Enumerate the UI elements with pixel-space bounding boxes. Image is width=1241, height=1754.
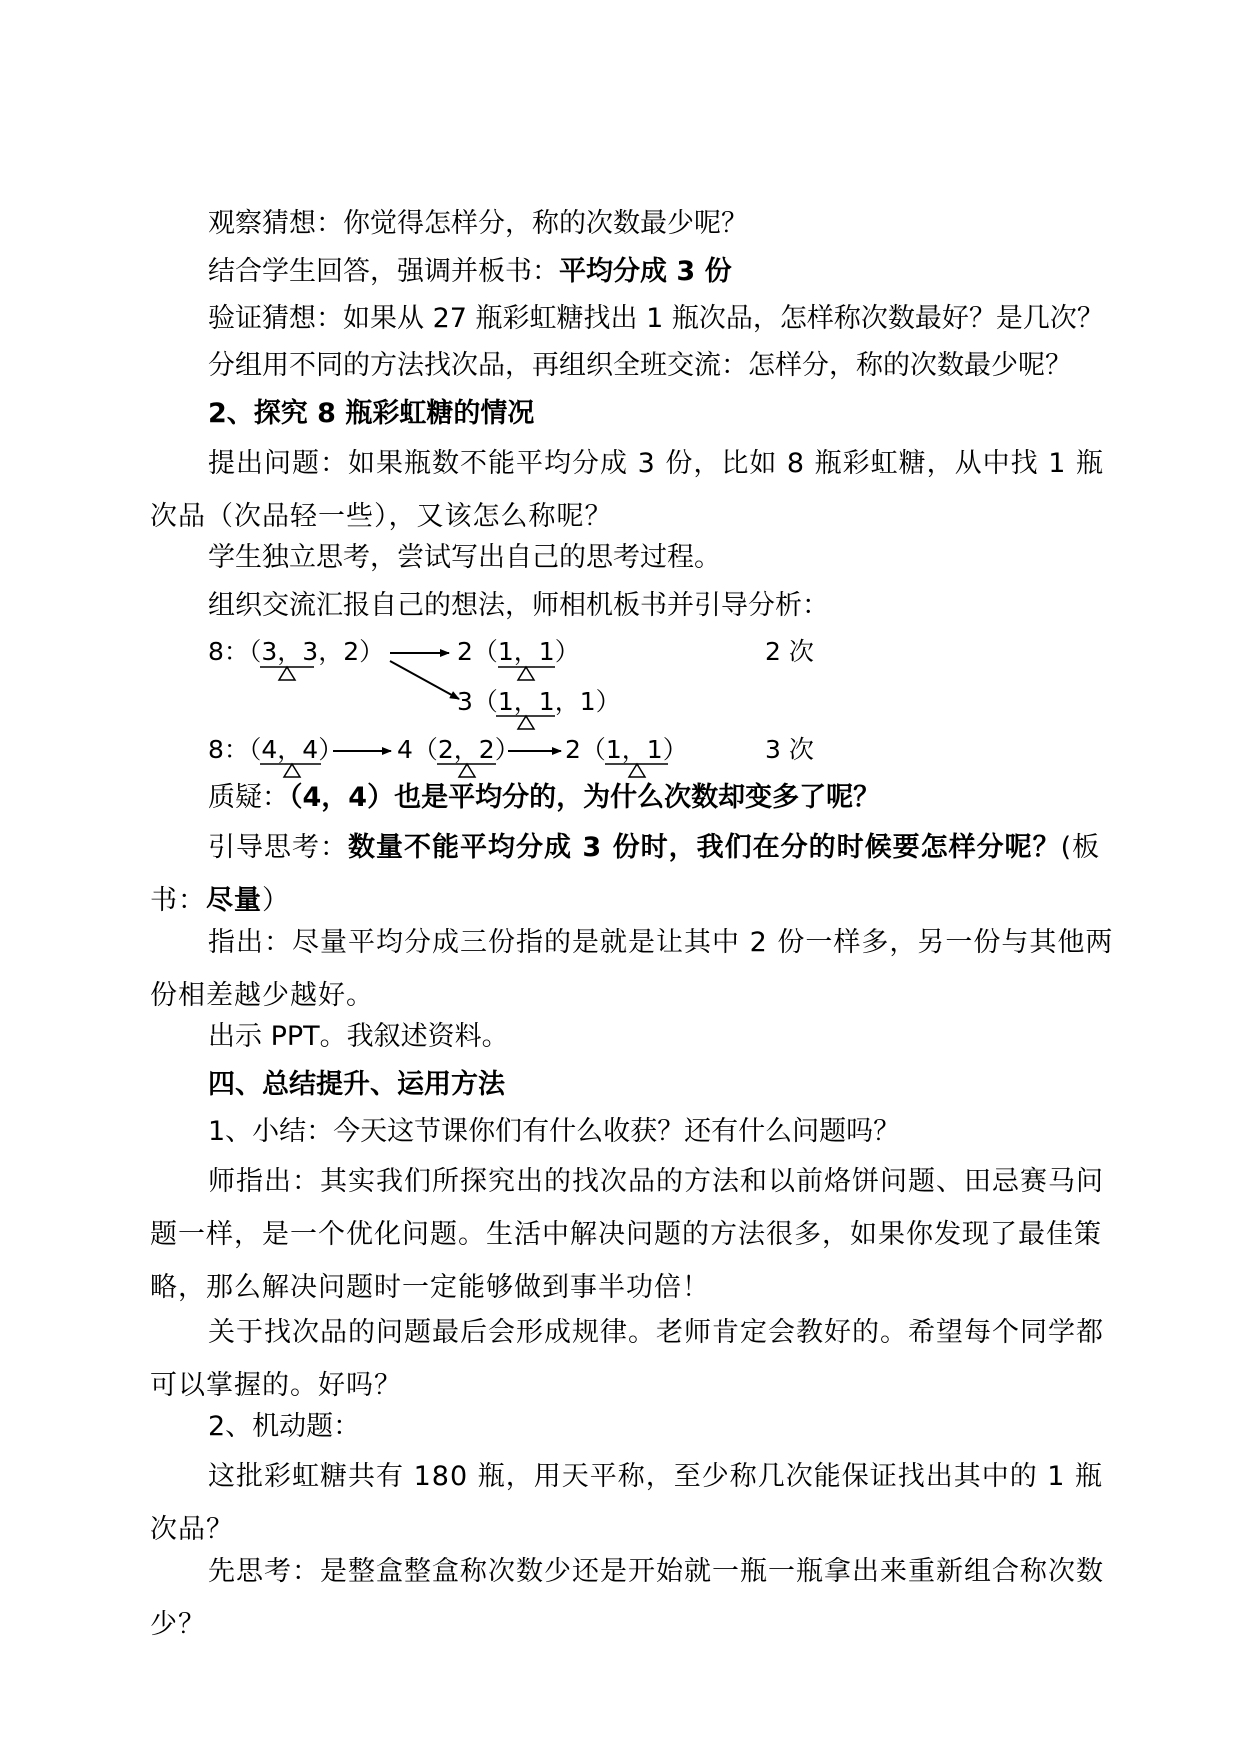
balance-fulcrum-icon xyxy=(279,667,295,680)
balance-fulcrum-icon xyxy=(518,667,534,680)
diagram-row3-mid: 4（2，2） xyxy=(397,735,520,764)
paragraph-extra-question: 这批彩虹糖共有 180 瓶，用天平称，至少称几次能保证找出其中的 1 瓶次品？ xyxy=(150,1461,1104,1545)
paragraph-summary: 1、小结：今天这节课你们有什么收获？还有什么问题吗？ xyxy=(208,1116,901,1147)
section-heading-summary: 四、总结提升、运用方法 xyxy=(208,1069,505,1100)
paragraph-verify-guess: 验证猜想：如果从 27 瓶彩虹糖找出 1 瓶次品，怎样称次数最好？是几次？ xyxy=(208,303,1104,334)
question-bold: （4，4）也是平均分的，为什么次数却变多了呢？ xyxy=(289,782,881,813)
balance-fulcrum-icon xyxy=(518,716,534,729)
paragraph-problem: 提出问题：如果瓶数不能平均分成 3 份，比如 8 瓶彩虹糖，从中找 1 瓶次品（次品轻一些），又该怎么称呢？ xyxy=(150,448,1105,532)
guide-bold: 数量不能平均分成 3 份时，我们在分的时候要怎样分呢？ xyxy=(348,832,1061,863)
balance-fulcrum-icon xyxy=(629,764,645,777)
balance-fulcrum-icon xyxy=(459,764,475,777)
diagram-row3-start: 8：（4，4） xyxy=(208,735,344,764)
guide-board-word: 尽量 xyxy=(206,885,262,916)
paragraph-question xyxy=(208,780,1120,816)
paragraph-rule: 关于找次品的问题最后会形成规律。老师肯定会教好的。希望每个同学都可以掌握的。好吗？ xyxy=(150,1317,1104,1401)
guide-board-close: ） xyxy=(262,885,290,916)
paragraph-point-out: 指出：尽量平均分成三份指的是就是让其中 2 份一样多，另一份与其他两份相差越少越好。 xyxy=(150,927,1114,1011)
section-heading-8-bottles: 2、探究 8 瓶彩虹糖的情况 xyxy=(208,398,535,429)
paragraph-teacher-points: 师指出：其实我们所探究出的找次品的方法和以前烙饼问题、田忌赛马问题一样，是一个优化问题。生活中解决问题的方法很多，如果你发现了最佳策略，那么解决问题时一定能够做到事半功倍！ xyxy=(150,1166,1104,1303)
board-note-lead: 结合学生回答，强调并板书： xyxy=(208,256,559,287)
guide-lead: 引导思考： xyxy=(208,832,348,863)
paragraph-guide-thinking xyxy=(150,821,1120,927)
question-lead: 质疑： xyxy=(208,782,289,813)
paragraph-observe-guess: 观察猜想：你觉得怎样分，称的次数最少呢？ xyxy=(208,208,748,239)
diagram-row1-mid: 2（1，1） xyxy=(457,637,580,666)
paragraph-think-first: 先思考：是整盒整盒称次数少还是开始就一瓶一瓶拿出来重新组合称次数少？ xyxy=(150,1556,1104,1640)
diagram-row1-count: 2 次 xyxy=(765,637,814,666)
diagram-row2-mid: 3（1，1，1） xyxy=(457,687,621,716)
balance-fulcrum-icon xyxy=(284,764,300,777)
diagram-row3-end: 2（1，1） xyxy=(565,735,688,764)
paragraph-show-ppt: 出示 PPT。我叙述资料。 xyxy=(208,1021,509,1052)
section-heading-extra-question: 2、机动题： xyxy=(208,1411,361,1442)
paragraph-group-work: 分组用不同的方法找次品，再组织全班交流：怎样分，称的次数最少呢？ xyxy=(208,350,1072,381)
paragraph-share-ideas: 组织交流汇报自己的想法，师相机板书并引导分析： xyxy=(208,590,829,621)
diagram-row1-start: 8：（3，3，2） xyxy=(208,637,385,666)
guide-board-open: (板书： xyxy=(150,832,1101,916)
board-note-bold: 平均分成 3 份 xyxy=(559,256,732,287)
diagram-row3-count: 3 次 xyxy=(765,735,814,764)
paragraph-independent-thinking: 学生独立思考，尝试写出自己的思考过程。 xyxy=(208,542,721,573)
arrow-icon xyxy=(390,661,459,699)
